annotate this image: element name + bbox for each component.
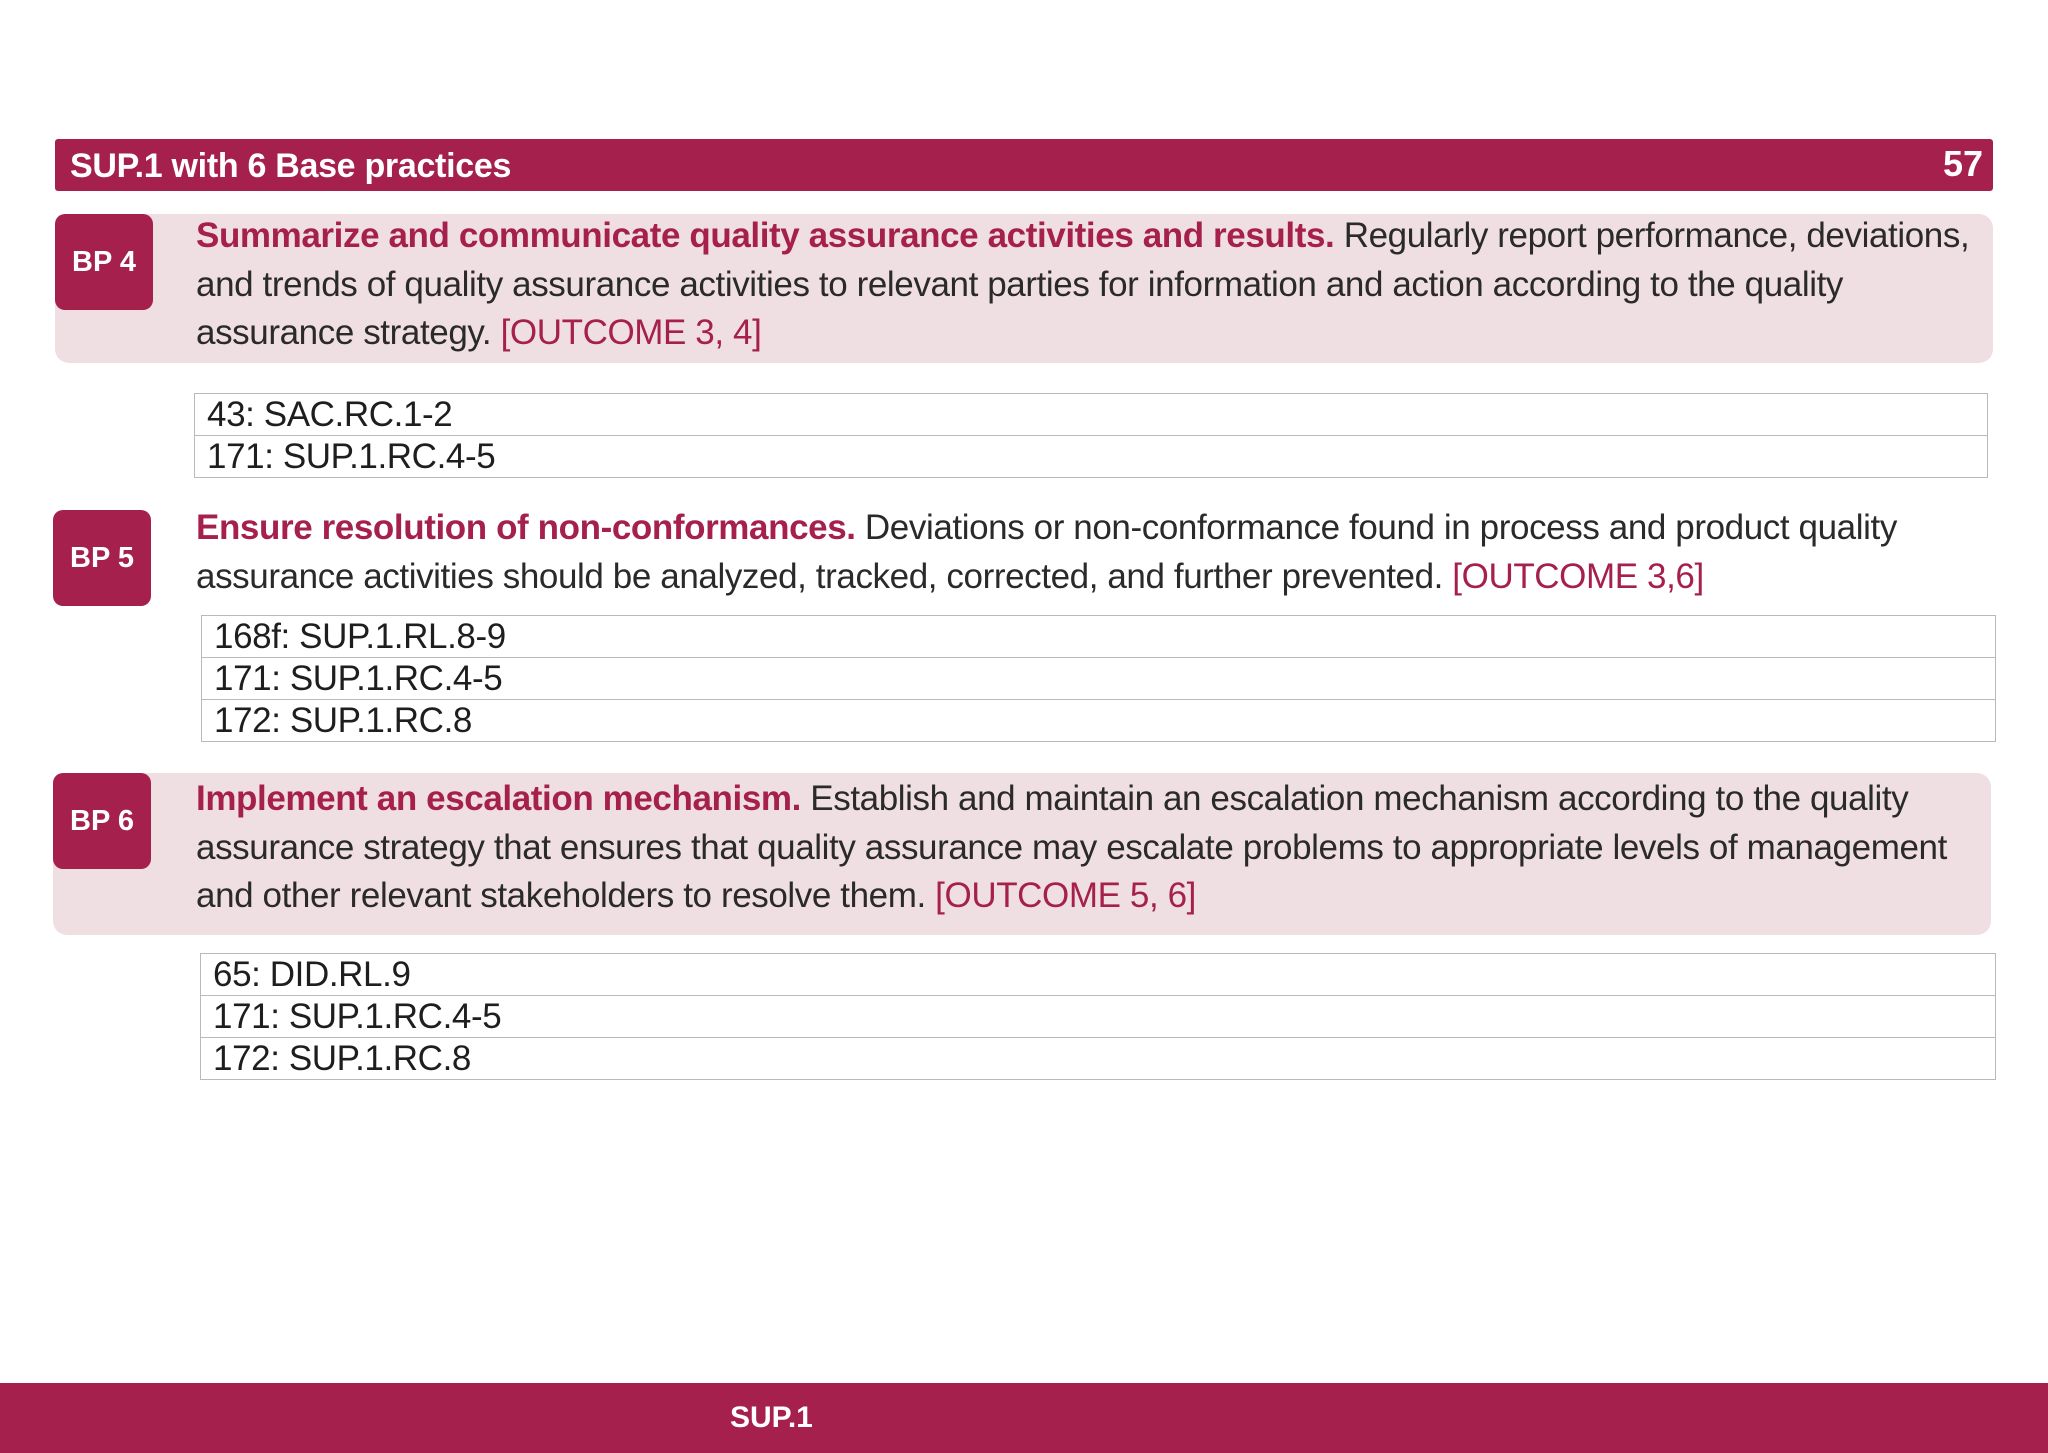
bp5-title: Ensure resolution of non-conformances.: [196, 508, 856, 547]
bp6-description: Establish and maintain an escalation mechanism according to the quality assurance strategy that ensures that quality assurance may escalate problems to appropriate levels of management and other relevant stakeholders to resolve them.: [196, 779, 1947, 915]
table-row: [202, 658, 1996, 700]
reference-cell: 168f: SUP.1.RL.8-9: [202, 616, 1996, 658]
bp4-outcome: [OUTCOME 3, 4]: [500, 313, 762, 352]
bp5-outcome: [OUTCOME 3,6]: [1452, 556, 1704, 596]
page-title: SUP.1 with 6 Base practices: [70, 147, 512, 185]
footer-label: SUP.1: [730, 1401, 813, 1434]
bp5-reference-table: [201, 615, 1996, 742]
bp4-title: Summarize and communicate quality assurance activities and results.: [196, 216, 1335, 255]
footer-bar: [0, 1383, 2048, 1453]
table-row: [195, 394, 1988, 436]
reference-cell: 172: SUP.1.RC.8: [201, 1038, 1996, 1080]
table-row: [195, 436, 1988, 478]
bp5-text: [196, 504, 1991, 601]
reference-cell: 172: SUP.1.RC.8: [202, 700, 1996, 742]
bp6-outcome: [OUTCOME 5, 6]: [935, 876, 1197, 915]
bp5-description: Deviations or non-conformance found in process and product quality assurance activities should be analyzed, tracked, corrected, and further prevented.: [196, 508, 1897, 596]
bp4-text: [196, 212, 1991, 358]
bp6-title: Implement an escalation mechanism.: [196, 779, 801, 818]
table-row: [201, 954, 1996, 996]
reference-cell: 171: SUP.1.RC.4-5: [201, 996, 1996, 1038]
header-bar: [55, 139, 1993, 191]
reference-cell: 171: SUP.1.RC.4-5: [202, 658, 1996, 700]
bp4-description: Regularly report performance, deviations, and trends of quality assurance activities to relevant parties for information and action according to the quality assurance strategy.: [196, 216, 1970, 352]
bp4-badge: BP 4: [55, 214, 153, 310]
table-row: [202, 616, 1996, 658]
table-row: [202, 700, 1996, 742]
bp6-badge: BP 6: [53, 773, 151, 869]
bp4-reference-table: [194, 393, 1988, 478]
bp6-reference-table: [200, 953, 1996, 1080]
page-number: 57: [1942, 143, 1983, 184]
bp6-text: [196, 775, 1996, 921]
reference-cell: 171: SUP.1.RC.4-5: [195, 436, 1988, 478]
reference-cell: 65: DID.RL.9: [201, 954, 1996, 996]
reference-cell: 43: SAC.RC.1-2: [195, 394, 1988, 436]
bp5-badge: BP 5: [53, 510, 151, 606]
table-row: [201, 996, 1996, 1038]
table-row: [201, 1038, 1996, 1080]
